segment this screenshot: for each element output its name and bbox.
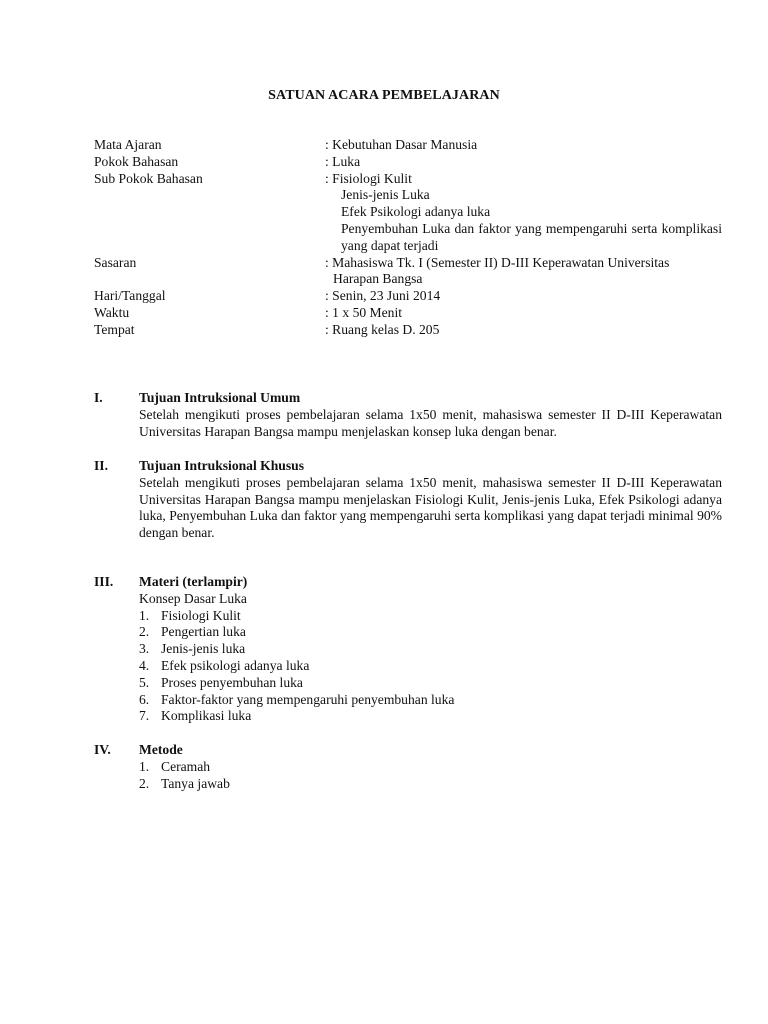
info-value-continuation: Harapan Bangsa [333,271,423,287]
info-label: Waktu [94,304,130,320]
list-text: Tanya jawab [161,775,230,791]
info-label: Sasaran [94,254,137,270]
list-item [139,658,722,675]
list-text: Faktor-faktor yang mempengaruhi penyembuhan luka [161,691,455,707]
metode-list [139,759,722,793]
sub-topic-item: Jenis-jenis Luka [341,187,430,203]
list-text: Komplikasi luka [161,708,252,724]
list-item [139,641,722,658]
info-value [325,255,722,289]
section-number: I. [94,390,103,405]
section-heading: Tujuan Intruksional Khusus [139,458,304,473]
section-number: III. [94,574,114,589]
list-text: Efek psikologi adanya luka [161,657,310,673]
section-paragraph: Setelah mengikuti proses pembelajaran selama 1x50 menit, mahasiswa semester II D-III Keperawatan Universitas Harapan Bangsa mampu menjelaskan Fisiologi Kulit, Jenis-jenis Luka, Efek Psikologi adanya luka, Penyembuhan Luka dan faktor yang mempengaruhi serta komplikasi yang dapat terjadi minimal 90% dengan benar. [139,474,722,541]
section-number: II. [94,458,108,473]
section-paragraph: Setelah mengikuti proses pembelajaran selama 1x50 menit, mahasiswa semester II D-III Keperawatan Universitas Harapan Bangsa mampu menjelaskan konsep luka dengan benar. [139,406,722,439]
info-row-mata-ajaran [94,137,722,154]
materi-list [139,608,722,726]
info-row-sub-pokok-bahasan [94,171,722,255]
list-number: 4. [139,657,150,673]
section-tujuan-khusus [94,458,722,542]
list-item [139,708,722,725]
info-value: : Ruang kelas D. 205 [325,321,440,337]
list-number: 1. [139,607,150,623]
list-text: Ceramah [161,758,211,774]
list-text: Jenis-jenis luka [161,641,246,657]
info-block [94,137,722,339]
section-intro: Konsep Dasar Luka [139,590,247,606]
list-number: 3. [139,641,150,657]
info-label: Sub Pokok Bahasan [94,170,203,186]
info-value: : Luka [325,153,361,169]
sub-topic-item: Penyembuhan Luka dan faktor yang mempengaruhi serta komplikasi yang dapat terjadi [341,220,722,253]
info-row-sasaran [94,255,722,289]
info-value [325,171,722,255]
section-materi [94,574,722,725]
info-row-tempat [94,322,722,339]
section-body [139,390,722,440]
list-text: Fisiologi Kulit [161,607,241,623]
info-row-waktu [94,305,722,322]
list-number: 2. [139,624,150,640]
list-item [139,608,722,625]
list-number: 2. [139,775,150,791]
section-heading: Metode [139,742,183,757]
section-heading: Tujuan Intruksional Umum [139,390,301,405]
info-label: Mata Ajaran [94,137,162,152]
section-body [139,574,722,725]
info-value: : Senin, 23 Juni 2014 [325,288,441,304]
info-row-pokok-bahasan [94,154,722,171]
list-item [139,624,722,641]
list-number: 6. [139,691,150,707]
info-label: Tempat [94,321,135,337]
list-item [139,759,722,776]
list-item [139,675,722,692]
info-label: Hari/Tanggal [94,288,166,304]
info-value: : Kebutuhan Dasar Manusia [325,137,478,152]
sub-topic-item: Efek Psikologi adanya luka [341,204,491,220]
info-value-first: : Fisiologi Kulit [325,170,412,186]
list-number: 5. [139,674,150,690]
section-tujuan-umum [94,390,722,440]
list-item [139,776,722,793]
list-item [139,692,722,709]
info-row-hari-tanggal [94,288,722,305]
info-value-first: : Mahasiswa Tk. I (Semester II) D-III Keperawatan Universitas [325,254,670,270]
list-text: Pengertian luka [161,624,246,640]
list-text: Proses penyembuhan luka [161,674,303,690]
section-body [139,458,722,542]
list-number: 1. [139,758,150,774]
section-number: IV. [94,742,111,757]
section-heading: Materi (terlampir) [139,574,248,589]
section-body [139,742,722,792]
document-title: SATUAN ACARA PEMBELAJARAN [268,88,500,103]
section-metode [94,742,722,792]
info-value: : 1 x 50 Menit [325,304,403,320]
list-number: 7. [139,708,150,724]
info-label: Pokok Bahasan [94,153,179,169]
